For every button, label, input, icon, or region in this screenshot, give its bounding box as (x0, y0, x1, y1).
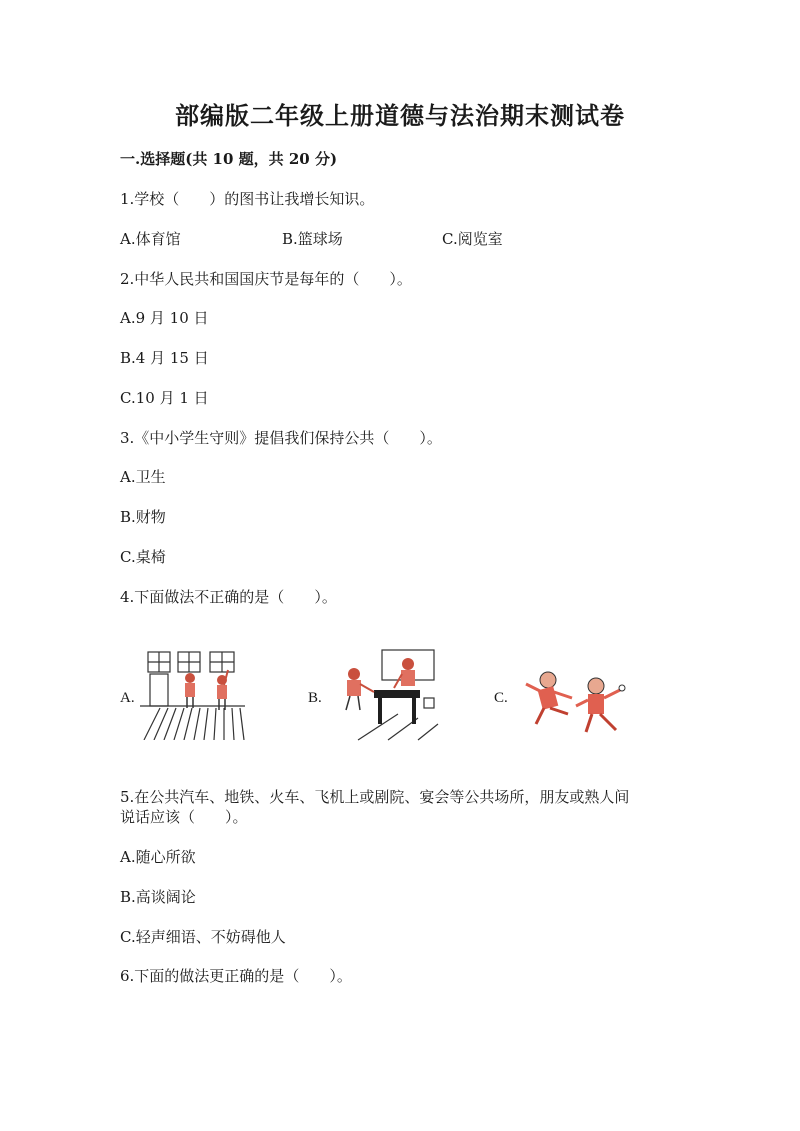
question-2-stem: 2.中华人民共和国国庆节是每年的（ ）。 (120, 270, 412, 288)
question-2-option-c: C.10 月 1 日 (120, 389, 209, 407)
question-3-stem: 3.《中小学生守则》提倡我们保持公共（ ）。 (120, 429, 442, 447)
question-4-stem: 4.下面做法不正确的是（ ）。 (120, 588, 337, 606)
question-5-option-a: A.随心所欲 (120, 848, 196, 866)
question-4-option-b-label: B. (308, 690, 322, 706)
question-5-stem-line-2: 说话应该（ ）。 (120, 808, 248, 826)
children-at-windows-illustration (140, 648, 245, 740)
question-5-option-c: C.轻声细语、不妨碍他人 (120, 928, 286, 946)
question-2-option-a: A.9 月 10 日 (120, 309, 209, 327)
question-6-stem: 6.下面的做法更正确的是（ ）。 (120, 967, 352, 985)
children-fighting-illustration (520, 662, 630, 740)
question-2-option-b: B.4 月 15 日 (120, 349, 209, 367)
page-title: 部编版二年级上册道德与法治期末测试卷 (175, 101, 625, 130)
students-cleaning-desk-illustration (338, 644, 440, 742)
question-4-option-c-label: C. (494, 690, 508, 706)
question-3-option-c: C.桌椅 (120, 548, 166, 566)
question-4-option-a-label: A. (120, 690, 135, 706)
question-1-option-c: C.阅览室 (442, 230, 503, 248)
section-heading: 一.选择题(共 10 题，共 20 分) (120, 150, 338, 168)
question-1-option-b: B.篮球场 (282, 230, 343, 248)
question-3-option-b: B.财物 (120, 508, 166, 526)
question-1-option-a: A.体育馆 (120, 230, 181, 248)
question-3-option-a: A.卫生 (120, 468, 166, 486)
question-1-stem: 1.学校（ ）的图书让我增长知识。 (120, 190, 375, 208)
question-5-option-b: B.高谈阔论 (120, 888, 196, 906)
question-5-stem-line-1: 5.在公共汽车、地铁、火车、飞机上或剧院、宴会等公共场所，朋友或熟人间 (120, 788, 630, 806)
